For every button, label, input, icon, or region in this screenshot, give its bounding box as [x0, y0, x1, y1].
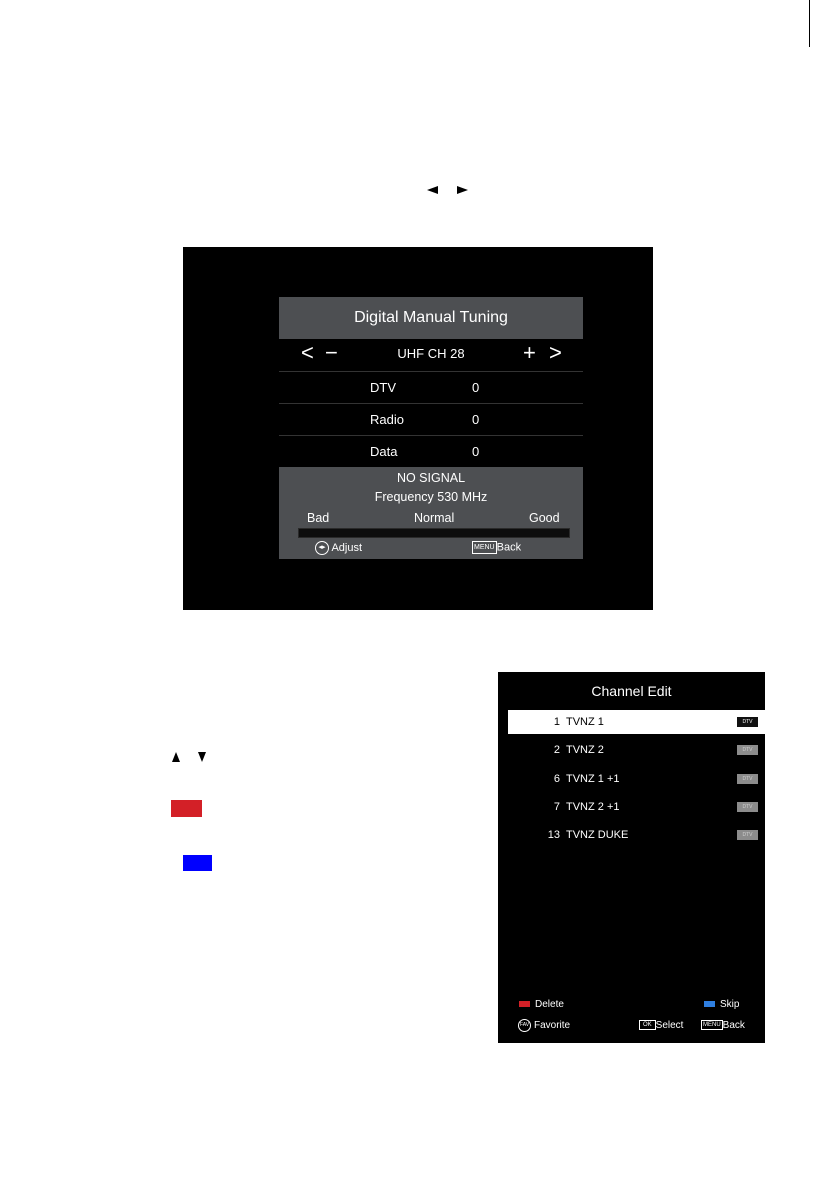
right-arrow-icon	[457, 186, 468, 194]
blue-key-icon	[704, 1001, 715, 1007]
info-label: Radio	[370, 412, 404, 427]
up-arrow-icon	[172, 752, 180, 762]
quality-good-label: Good	[529, 511, 560, 525]
fav-key-icon: FAV	[518, 1019, 531, 1032]
skip-label: Skip	[720, 999, 740, 1010]
down-arrow-icon	[198, 752, 206, 762]
info-value: 0	[472, 444, 480, 459]
skip-hint[interactable]	[704, 998, 739, 1012]
info-label: DTV	[370, 380, 396, 395]
red-key-swatch	[171, 800, 202, 817]
panel-title: Digital Manual Tuning	[279, 297, 583, 339]
dtv-badge: DTV	[737, 717, 758, 727]
channel-number: 6	[553, 773, 560, 785]
channel-name: TVNZ 1 +1	[566, 773, 620, 785]
dtv-badge: DTV	[737, 830, 758, 840]
delete-label: Delete	[535, 999, 564, 1010]
channel-row[interactable]	[508, 823, 765, 847]
delete-hint[interactable]	[519, 998, 564, 1012]
info-label: Data	[370, 444, 398, 459]
channel-row[interactable]	[508, 767, 765, 791]
select-hint[interactable]	[639, 1019, 683, 1033]
left-right-key-icon: ◂▸	[315, 541, 329, 555]
dtv-badge: DTV	[737, 802, 758, 812]
channel-number: 1	[553, 716, 560, 728]
channel-name: TVNZ 2	[566, 744, 604, 756]
manual-tuning-panel	[279, 297, 583, 559]
channel-name: TVNZ 2 +1	[566, 801, 620, 813]
info-row-data	[279, 435, 583, 466]
channel-edit-title: Channel Edit	[591, 683, 672, 699]
plus-icon[interactable]: +	[523, 340, 536, 365]
favorite-hint[interactable]	[518, 1019, 570, 1033]
channel-number: 2	[553, 744, 560, 756]
menu-key-icon: MENU	[472, 541, 497, 554]
back-label: Back	[496, 541, 522, 554]
dtv-badge: DTV	[737, 745, 758, 755]
channel-label: UHF CH 28	[397, 346, 465, 361]
favorite-label: Favorite	[534, 1020, 571, 1032]
quality-bad-label: Bad	[307, 511, 330, 525]
quality-normal-label: Normal	[414, 511, 455, 525]
select-label: Select	[655, 1020, 684, 1031]
dtv-badge: DTV	[737, 774, 758, 784]
adjust-label: Adjust	[331, 541, 363, 554]
minus-icon[interactable]: −	[325, 340, 338, 365]
channel-edit-screen	[498, 672, 765, 1043]
adjust-hint	[315, 541, 362, 555]
channel-name: TVNZ 1	[566, 716, 604, 728]
channel-number: 7	[553, 801, 560, 813]
signal-status: NO SIGNAL	[396, 471, 466, 485]
info-value: 0	[472, 412, 480, 427]
frequency-text: Frequency 530 MHz	[374, 490, 488, 504]
info-row-radio	[279, 403, 583, 434]
margin-rule	[809, 0, 810, 47]
menu-key-icon: MENU	[703, 1022, 721, 1029]
chevron-left-icon[interactable]: <	[301, 340, 314, 365]
channel-row[interactable]	[508, 738, 765, 762]
ok-key-icon: OK	[639, 1020, 656, 1030]
left-arrow-icon	[427, 186, 438, 194]
info-value: 0	[472, 380, 480, 395]
info-row-dtv	[279, 371, 583, 402]
manual-tuning-screen	[183, 247, 653, 610]
red-key-icon	[519, 1001, 530, 1007]
signal-panel	[279, 467, 583, 559]
channel-selector[interactable]	[279, 339, 583, 369]
back-label: Back	[722, 1020, 745, 1031]
signal-strength-bar	[298, 528, 570, 538]
channel-row[interactable]	[508, 710, 765, 734]
channel-number: 13	[547, 829, 560, 841]
back-hint	[472, 541, 521, 554]
back-hint[interactable]	[701, 1019, 745, 1033]
chevron-right-icon[interactable]: >	[549, 340, 562, 365]
channel-row[interactable]	[508, 795, 765, 819]
channel-name: TVNZ DUKE	[566, 829, 629, 841]
blue-key-swatch	[183, 855, 212, 871]
